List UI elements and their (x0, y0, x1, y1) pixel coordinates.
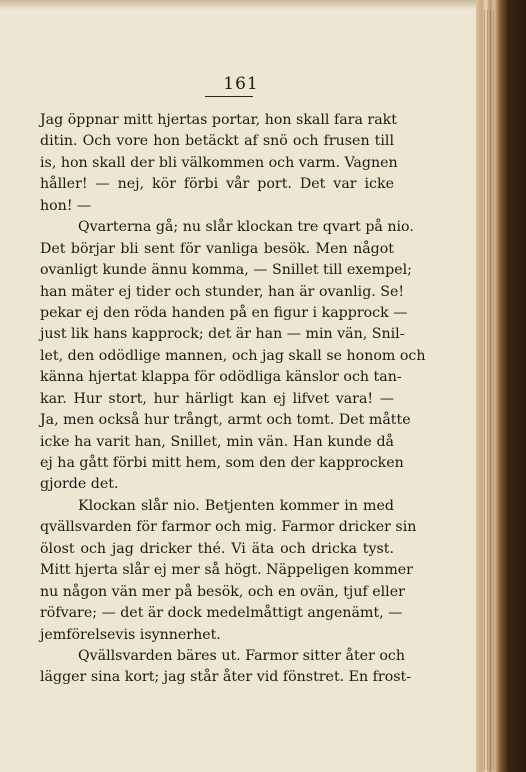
text-line: ej ha gått förbi mitt hem, som den der kapprocken (40, 455, 404, 471)
text-line: kar. Hur stort, hur härligt kan ej lifvet vara! — (40, 390, 394, 407)
text-line: let, den odödlige mannen, och jag skall se honom och (40, 347, 426, 364)
page-number-rule (205, 96, 253, 97)
text-line: lägger sina kort; jag står åter vid fönstret. En frost- (40, 669, 412, 686)
page-number: 161 (223, 74, 259, 94)
text-line: hon! — (40, 197, 92, 214)
text-line: pekar ej den röda handen på en figur i kapprock — (40, 304, 408, 321)
text-line: nu någon vän mer på besök, och en ovän, tjuf eller (40, 583, 405, 600)
text-line: Klockan slår nio. Betjenten kommer in med (78, 497, 394, 514)
text-line: Qvarterna gå; nu slår klockan tre qvart på nio. (78, 219, 414, 236)
text-line: Mitt hjerta slår ej mer så högt. Näppeligen kommer (40, 562, 413, 579)
text-line: röfvare; — det är dock medelmåttigt angenämt, — (40, 605, 403, 622)
text-line: ölost och jag dricker thé. Vi äta och dricka tyst. (40, 540, 394, 557)
text-line: qvällsvarden för farmor och mig. Farmor dricker sin (40, 519, 417, 536)
text-line: håller! — nej, kör förbi vår port. Det var icke (40, 176, 394, 193)
text-line: Jag öppnar mitt hjertas portar, hon skall fara rakt (40, 112, 397, 128)
text-line: Qvällsvarden bäres ut. Farmor sitter åter och (78, 647, 405, 664)
text-line: gjorde det. (40, 476, 119, 493)
text-line: Ja, men också hur trångt, armt och tomt. Det måtte (40, 412, 411, 429)
text-line: just lik hans kapprock; det är han — min vän, Snil- (40, 326, 405, 343)
text-line: ditin. Och vore hon betäckt af snö och frusen till (40, 133, 394, 150)
text-line: han mäter ej tider och stunder, han är ovanlig. Se! (40, 283, 405, 300)
page-top-shadow (0, 0, 482, 10)
text-line: icke ha varit han, Snillet, min vän. Han kunde då (40, 433, 394, 450)
text-line: is, hon skall der bli välkommen och varm. Vagnen (40, 154, 398, 171)
page-edges-stack (484, 10, 496, 770)
text-line: känna hjertat klappa för odödliga känslor och tan- (40, 369, 402, 386)
text-line: Det börjar bli sent för vanliga besök. Men något (40, 240, 394, 257)
body-text (40, 110, 426, 689)
text-line: ovanligt kunde ännu komma, — Snillet till exempel; (40, 262, 412, 279)
text-line: jemförelsevis isynnerhet. (40, 626, 221, 643)
